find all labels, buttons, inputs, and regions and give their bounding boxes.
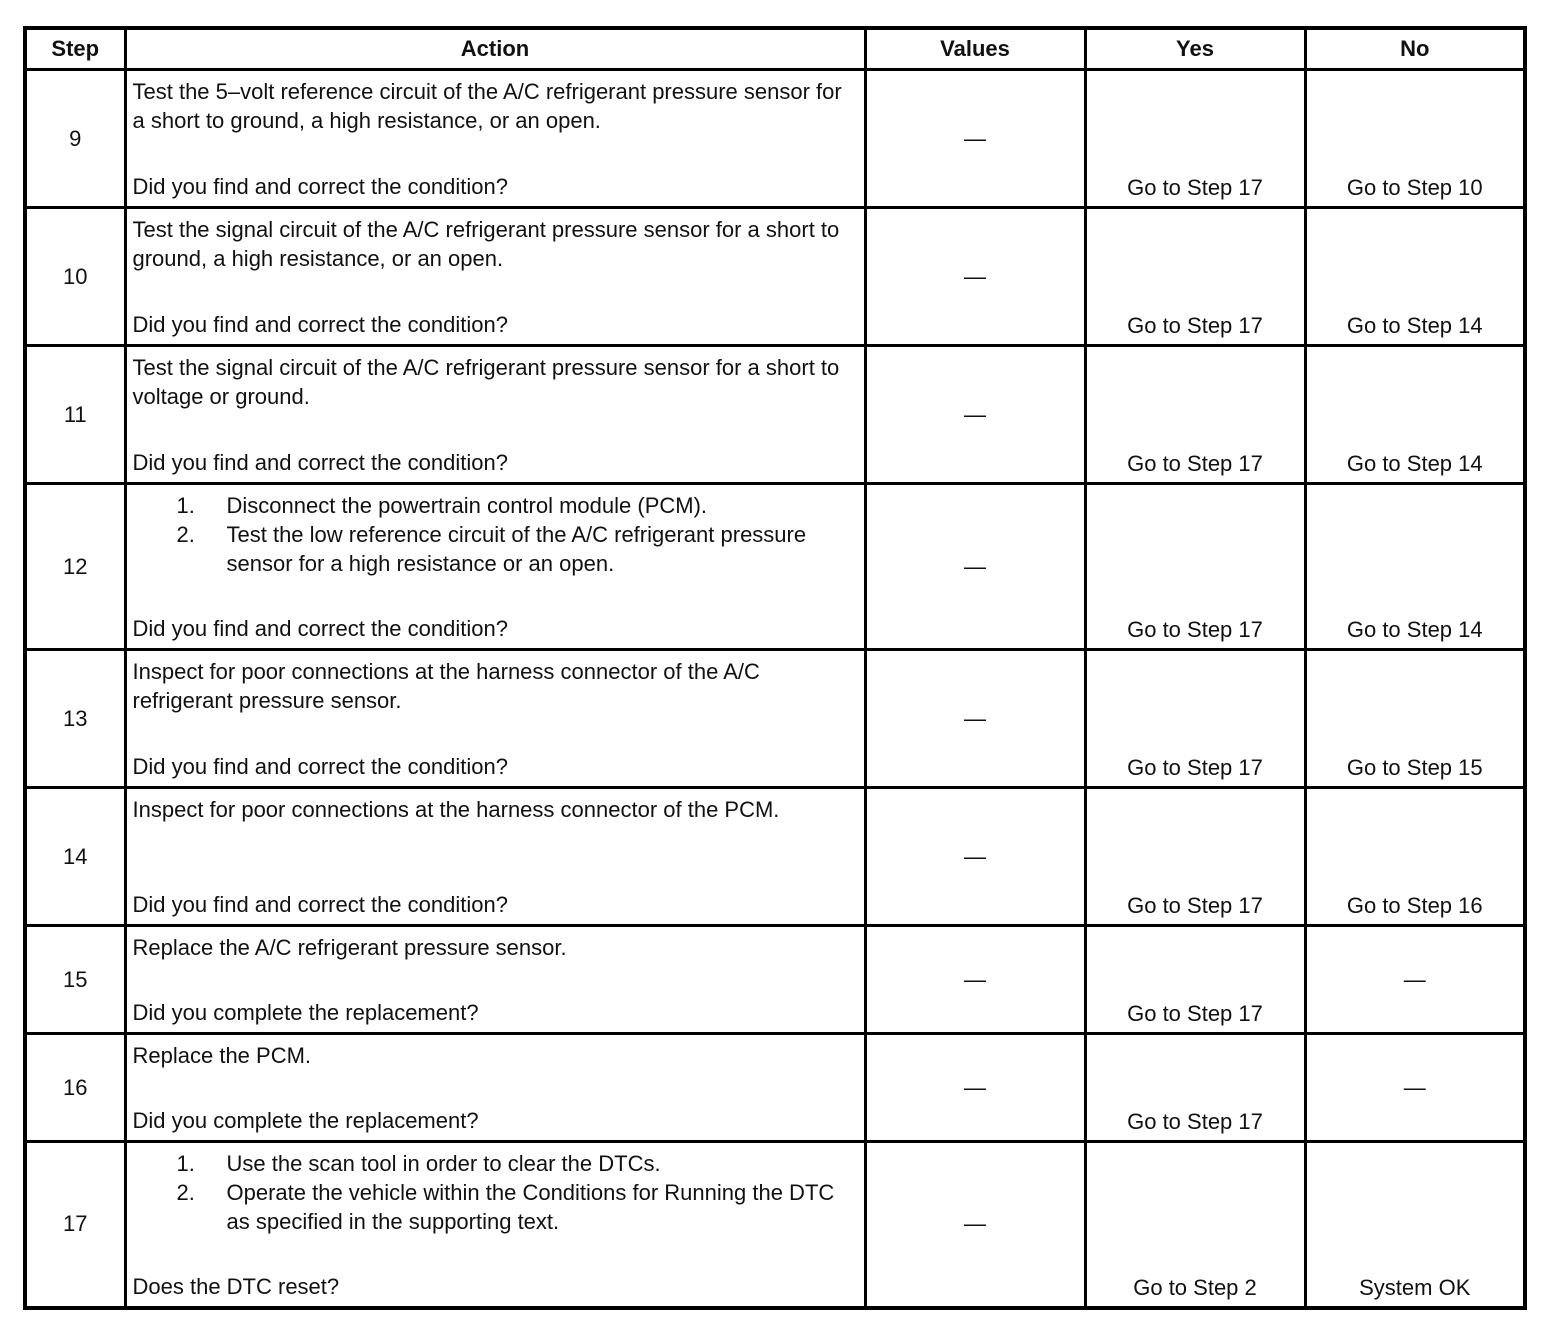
values-cell: — <box>865 1142 1085 1308</box>
no-cell: — <box>1305 1034 1525 1142</box>
list-text: Use the scan tool in order to clear the DTCs. <box>226 1151 661 1176</box>
action-question: Did you find and correct the condition? <box>132 312 508 337</box>
yes-link[interactable]: Go to Step 2 <box>1133 1274 1257 1300</box>
action-cell <box>125 208 865 346</box>
action-question: Did you complete the replacement? <box>132 1000 479 1025</box>
yes-cell <box>1085 484 1305 650</box>
numbered-list <box>127 1143 864 1236</box>
yes-cell <box>1085 70 1305 208</box>
no-cell: — <box>1305 926 1525 1034</box>
action-text: Test the signal circuit of the A/C refrigerant pressure sensor for a short to voltage or ground. <box>132 355 840 409</box>
table-row <box>25 70 1525 208</box>
action-text: Inspect for poor connections at the harness connector of the PCM. <box>132 797 780 822</box>
yes-link[interactable]: Go to Step 17 <box>1127 313 1263 338</box>
no-cell <box>1305 1142 1525 1308</box>
values-cell: — <box>865 208 1085 346</box>
action-cell <box>125 70 865 208</box>
yes-link[interactable]: Go to Step 17 <box>1127 451 1263 476</box>
header-yes: Yes <box>1085 28 1305 70</box>
table-row <box>25 1142 1525 1308</box>
list-item <box>177 1178 856 1236</box>
values-cell: — <box>865 1034 1085 1142</box>
no-link[interactable]: Go to Step 15 <box>1346 755 1483 780</box>
values-cell: — <box>865 788 1085 926</box>
step-number: 16 <box>25 1034 125 1142</box>
action-question: Does the DTC reset? <box>132 1273 340 1299</box>
action-cell <box>125 1034 865 1142</box>
yes-link[interactable]: Go to Step 17 <box>1127 755 1263 780</box>
action-cell <box>125 484 865 650</box>
no-link[interactable]: Go to Step 10 <box>1346 175 1483 200</box>
action-cell <box>125 788 865 926</box>
diagnostic-steps-table <box>23 26 1527 1310</box>
no-cell <box>1305 650 1525 788</box>
yes-link[interactable]: Go to Step 17 <box>1127 1109 1263 1134</box>
action-text: Test the 5–volt reference circuit of the A/C refrigerant pressure sensor for a short to ground, a high resistance, or an open. <box>132 79 842 133</box>
action-text: Inspect for poor connections at the harness connector of the A/C refrigerant pressure sensor. <box>132 659 760 713</box>
yes-cell <box>1085 650 1305 788</box>
list-text: Operate the vehicle within the Conditions for Running the DTC as specified in the supporting text. <box>226 1180 835 1234</box>
step-number: 17 <box>25 1142 125 1308</box>
table-row <box>25 1034 1525 1142</box>
step-number: 14 <box>25 788 125 926</box>
action-text: Replace the A/C refrigerant pressure sensor. <box>132 935 567 960</box>
action-question: Did you find and correct the condition? <box>132 754 508 779</box>
list-text: Test the low reference circuit of the A/C refrigerant pressure sensor for a high resistance or an open. <box>226 522 807 576</box>
no-link[interactable]: Go to Step 16 <box>1346 893 1483 918</box>
no-cell <box>1305 484 1525 650</box>
list-number: 2. <box>176 1180 195 1205</box>
values-cell: — <box>865 926 1085 1034</box>
no-link[interactable]: System OK <box>1359 1274 1471 1300</box>
table-row <box>25 926 1525 1034</box>
step-number: 13 <box>25 650 125 788</box>
action-question: Did you find and correct the condition? <box>132 450 508 475</box>
header-no: No <box>1305 28 1525 70</box>
step-number: 12 <box>25 484 125 650</box>
table-row <box>25 484 1525 650</box>
list-text: Disconnect the powertrain control module (PCM). <box>226 493 708 518</box>
yes-cell <box>1085 1142 1305 1308</box>
action-question: Did you find and correct the condition? <box>132 892 508 917</box>
step-number: 9 <box>25 70 125 208</box>
list-number: 1. <box>176 1151 195 1176</box>
list-item <box>177 1149 856 1178</box>
action-cell <box>125 1142 865 1308</box>
yes-link[interactable]: Go to Step 17 <box>1127 1001 1263 1026</box>
action-text: Replace the PCM. <box>132 1043 312 1068</box>
action-question: Did you find and correct the condition? <box>132 616 508 641</box>
no-cell <box>1305 208 1525 346</box>
table-row <box>25 346 1525 484</box>
values-cell: — <box>865 650 1085 788</box>
no-cell <box>1305 788 1525 926</box>
action-cell <box>125 650 865 788</box>
yes-link[interactable]: Go to Step 17 <box>1127 175 1263 200</box>
yes-link[interactable]: Go to Step 17 <box>1127 617 1263 642</box>
values-cell: — <box>865 70 1085 208</box>
yes-cell <box>1085 1034 1305 1142</box>
yes-cell <box>1085 788 1305 926</box>
header-action: Action <box>125 28 865 70</box>
no-link[interactable]: Go to Step 14 <box>1346 313 1483 338</box>
list-item <box>177 491 856 520</box>
yes-cell <box>1085 346 1305 484</box>
action-question: Did you find and correct the condition? <box>132 174 508 199</box>
list-item <box>177 520 856 578</box>
action-cell <box>125 346 865 484</box>
no-cell <box>1305 346 1525 484</box>
step-number: 15 <box>25 926 125 1034</box>
table-row <box>25 788 1525 926</box>
yes-link[interactable]: Go to Step 17 <box>1127 893 1263 918</box>
list-number: 2. <box>176 522 195 547</box>
header-step: Step <box>25 28 125 70</box>
action-text: Test the signal circuit of the A/C refrigerant pressure sensor for a short to ground, a high resistance, or an open. <box>132 217 840 271</box>
values-cell: — <box>865 484 1085 650</box>
action-question: Did you complete the replacement? <box>132 1108 479 1133</box>
values-cell: — <box>865 346 1085 484</box>
table-row <box>25 650 1525 788</box>
no-cell <box>1305 70 1525 208</box>
list-number: 1. <box>176 493 195 518</box>
header-values: Values <box>865 28 1085 70</box>
action-cell <box>125 926 865 1034</box>
numbered-list <box>127 485 864 578</box>
yes-cell <box>1085 208 1305 346</box>
step-number: 10 <box>25 208 125 346</box>
table-row <box>25 208 1525 346</box>
header-row <box>25 28 1525 70</box>
no-link[interactable]: Go to Step 14 <box>1346 451 1483 476</box>
no-link[interactable]: Go to Step 14 <box>1346 617 1483 642</box>
step-number: 11 <box>25 346 125 484</box>
yes-cell <box>1085 926 1305 1034</box>
